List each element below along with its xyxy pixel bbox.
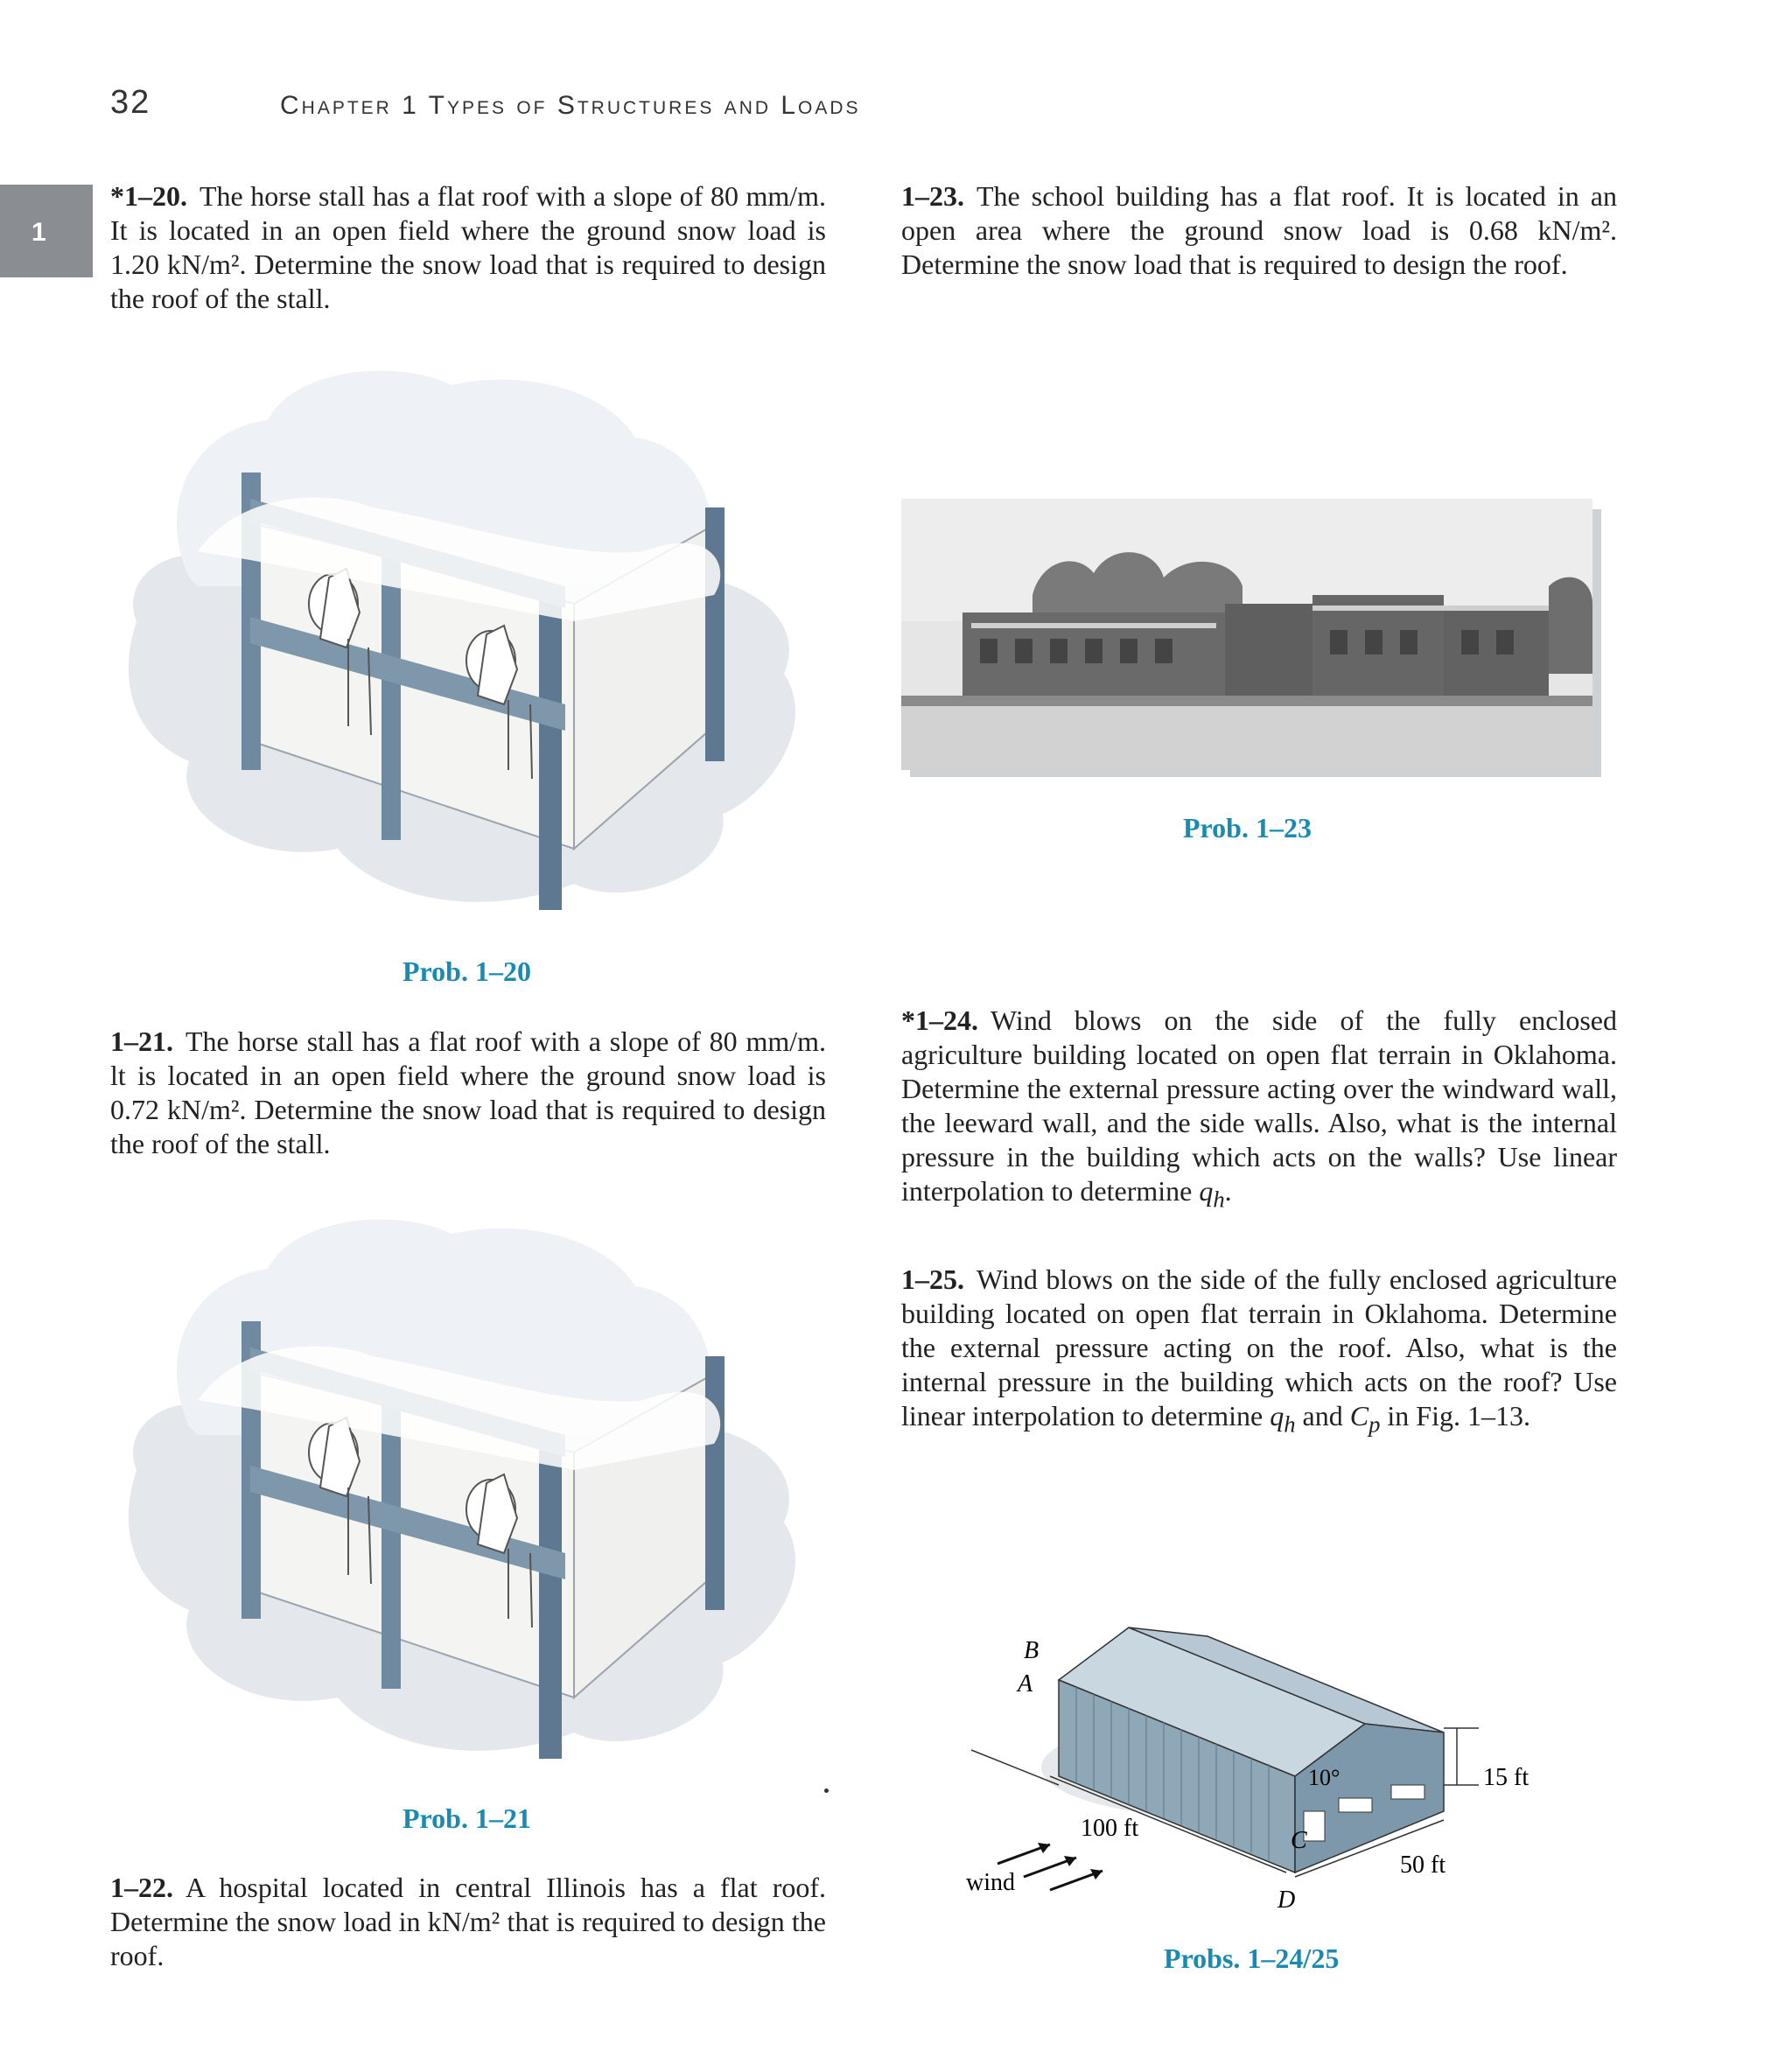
- problem-number: 1–22.: [110, 1872, 173, 1903]
- variable-c: C: [1349, 1400, 1369, 1432]
- horse-stall-figure-1-20: [119, 359, 819, 919]
- problem-1-23: [901, 179, 1617, 282]
- problem-1-24: [901, 1004, 1617, 1216]
- stray-dot: [824, 1788, 829, 1793]
- agriculture-building-figure: [954, 1610, 1558, 1916]
- problem-number: *1–20.: [110, 180, 187, 212]
- problem-number: *1–24.: [901, 1004, 978, 1036]
- problem-text-end: .: [1224, 1175, 1232, 1207]
- variable-q: q: [1270, 1400, 1284, 1432]
- caption-prob-1-21: Prob. 1–21: [402, 1802, 531, 1834]
- variable-q: q: [1199, 1175, 1214, 1207]
- problem-number: 1–21.: [110, 1026, 173, 1057]
- variable-q-subscript: h: [1213, 1186, 1225, 1213]
- problem-text-and: and: [1302, 1400, 1343, 1432]
- roof-angle-label: 10°: [1308, 1765, 1340, 1790]
- length-dimension-label: 100 ft: [1081, 1815, 1139, 1842]
- height-dimension-label: 15 ft: [1483, 1764, 1530, 1791]
- horse-stall-figure-1-21: [119, 1208, 819, 1768]
- wind-label: wind: [966, 1869, 1015, 1896]
- chapter-tab: [0, 185, 93, 277]
- problem-text: The school building has a flat roof. It is located in an open area where the ground snow load is 0.68 kN/m². Determine the snow load that is required to design the roof.: [901, 180, 1617, 280]
- point-b-label: B: [1024, 1637, 1040, 1664]
- problem-number: 1–25.: [901, 1264, 964, 1295]
- problem-text-end: in Fig. 1–13.: [1387, 1400, 1530, 1432]
- caption-prob-1-23: Prob. 1–23: [1183, 812, 1312, 844]
- point-c-label: C: [1291, 1827, 1307, 1854]
- point-a-label: A: [1018, 1670, 1033, 1698]
- point-d-label: D: [1278, 1886, 1296, 1914]
- variable-q-subscript: h: [1284, 1410, 1296, 1438]
- problem-number: 1–23.: [901, 180, 964, 212]
- problem-text: A hospital located in central Illinois has a flat roof. Determine the snow load in kN/m² that is required to design the roof.: [110, 1872, 826, 1971]
- chapter-tab-number: 1: [32, 218, 46, 247]
- page-number: 32: [110, 84, 151, 121]
- caption-prob-1-20: Prob. 1–20: [402, 956, 531, 987]
- problem-text: Wind blows on the side of the fully enclosed agriculture building located on open flat terrain in Oklahoma. Determine the external pressure acting over the windward wall, the leeward wall, and the side walls. Also, what is the internal pressure in the building which acts on the walls? Use linear interpolation to determine: [901, 1004, 1617, 1207]
- problem-1-21: [110, 1025, 826, 1161]
- problem-text: The horse stall has a flat roof with a slope of 80 mm/m. It is located in an open field where the ground snow load is 1.20 kN/m². Determine the snow load that is required to design the roof of the stall.: [110, 180, 826, 314]
- school-building-photo: [901, 499, 1601, 779]
- problem-text: The horse stall has a flat roof with a slope of 80 mm/m. lt is located in an open field where the ground snow load is 0.72 kN/m². Determine the snow load that is required to design the roof of the stall.: [110, 1026, 826, 1159]
- problem-1-25: [901, 1263, 1617, 1441]
- variable-c-subscript: p: [1368, 1410, 1381, 1438]
- problem-1-22: [110, 1871, 826, 1973]
- width-dimension-label: 50 ft: [1400, 1852, 1446, 1879]
- problem-1-20: [110, 179, 826, 316]
- chapter-title: Chapter 1 Types of Structures and Loads: [280, 91, 861, 120]
- caption-probs-1-24-25: Probs. 1–24/25: [1164, 1942, 1340, 1974]
- problem-text: Wind blows on the side of the fully enclosed agriculture building located on open flat terrain in Oklahoma. Determine the external pressure acting on the roof. Also, what is the internal pressure in the building which acts on the roof? Use linear interpolation to determine: [901, 1264, 1617, 1432]
